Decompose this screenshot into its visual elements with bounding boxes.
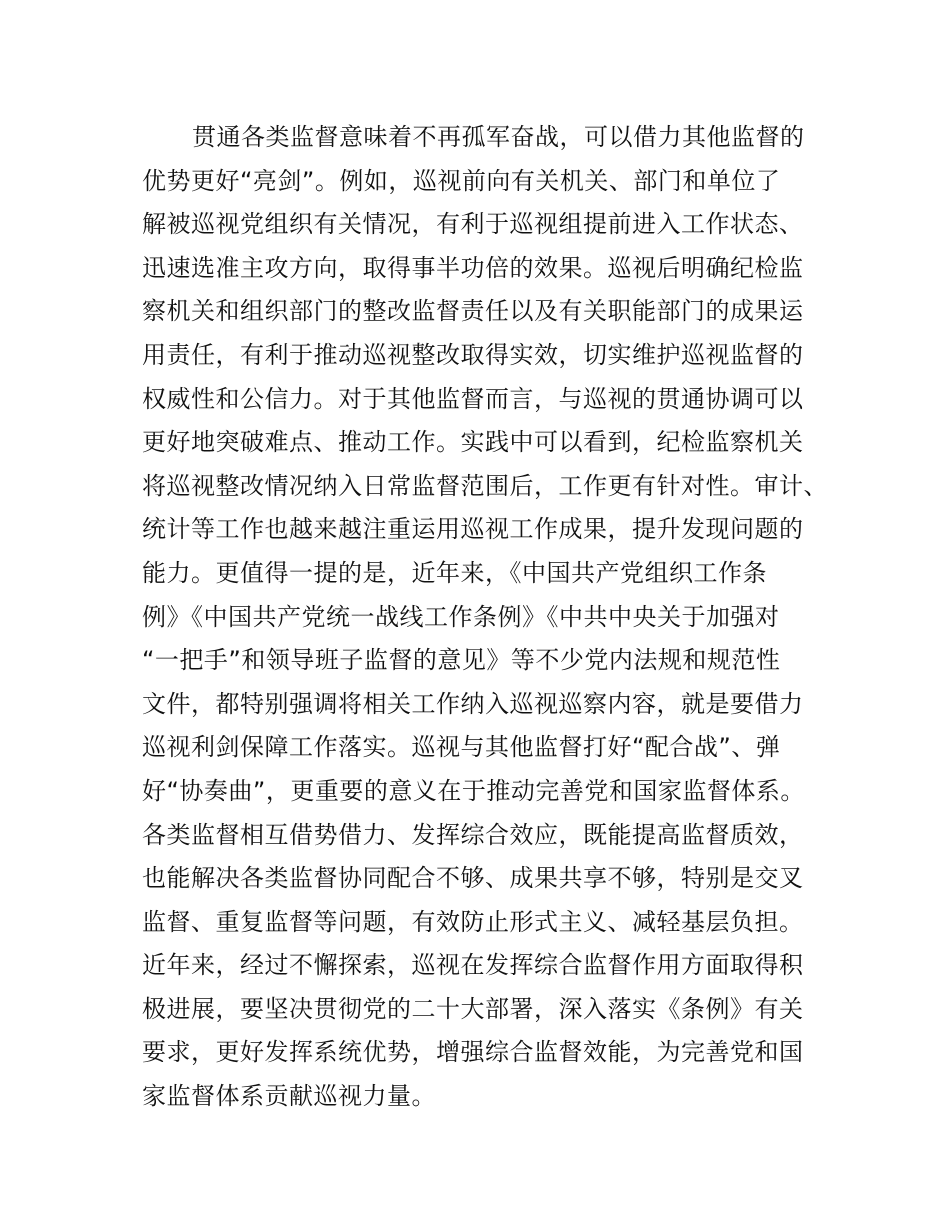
text-line: 解被巡视党组织有关情况，有利于巡视组提前进入工作状态、: [142, 210, 804, 239]
text-line: 贯通各类监督意味着不再孤军奋战，可以借力其他监督的: [192, 123, 805, 151]
text-line: 统计等工作也越来越注重运用巡视工作成果，提升发现问题的: [142, 515, 804, 544]
text-line: 更好地突破难点、推动工作。实践中可以看到，纪检监察机关: [142, 428, 804, 457]
body-paragraph: [142, 116, 842, 1119]
text-line: 例》《中国共产党统一战线工作条例》《中共中央关于加强对: [142, 602, 780, 631]
text-line: 家监督体系贡献巡视力量。: [142, 1082, 436, 1111]
text-line: 也能解决各类监督协同配合不够、成果共享不够，特别是交叉: [142, 864, 804, 893]
text-line: 迅速选准主攻方向，取得事半功倍的效果。巡视后明确纪检监: [142, 253, 804, 282]
text-line: 要求，更好发挥系统优势，增强综合监督效能，为完善党和国: [142, 1038, 804, 1067]
text-line: 好“协奏曲”，更重要的意义在于推动完善党和国家监督体系。: [142, 776, 805, 805]
text-line: 巡视利剑保障工作落实。巡视与其他监督打好“配合战”、弹: [142, 733, 781, 762]
text-line: 极进展，要坚决贯彻党的二十大部署，深入落实《条例》有关: [142, 994, 804, 1023]
text-line: 近年来，经过不懈探索，巡视在发挥综合监督作用方面取得积: [142, 951, 804, 980]
text-line: 各类监督相互借势借力、发挥综合效应，既能提高监督质效，: [142, 820, 804, 849]
text-line: 监督、重复监督等问题，有效防止形式主义、减轻基层负担。: [142, 907, 804, 936]
text-line: 用责任，有利于推动巡视整改取得实效，切实维护巡视监督的: [142, 340, 804, 369]
text-line: “一把手”和领导班子监督的意见》等不少党内法规和规范性: [142, 646, 781, 675]
text-line: 察机关和组织部门的整改监督责任以及有关职能部门的成果运: [142, 297, 804, 326]
text-line: 文件，都特别强调将相关工作纳入巡视巡察内容，就是要借力: [142, 689, 804, 718]
text-line: 将巡视整改情况纳入日常监督范围后，工作更有针对性。审计、: [142, 471, 828, 500]
text-line: 能力。更值得一提的是，近年来，《中国共产党组织工作条: [142, 558, 767, 587]
text-line: 权威性和公信力。对于其他监督而言，与巡视的贯通协调可以: [142, 384, 804, 413]
text-line: 优势更好“亮剑”。例如，巡视前向有关机关、部门和单位了: [142, 166, 781, 195]
